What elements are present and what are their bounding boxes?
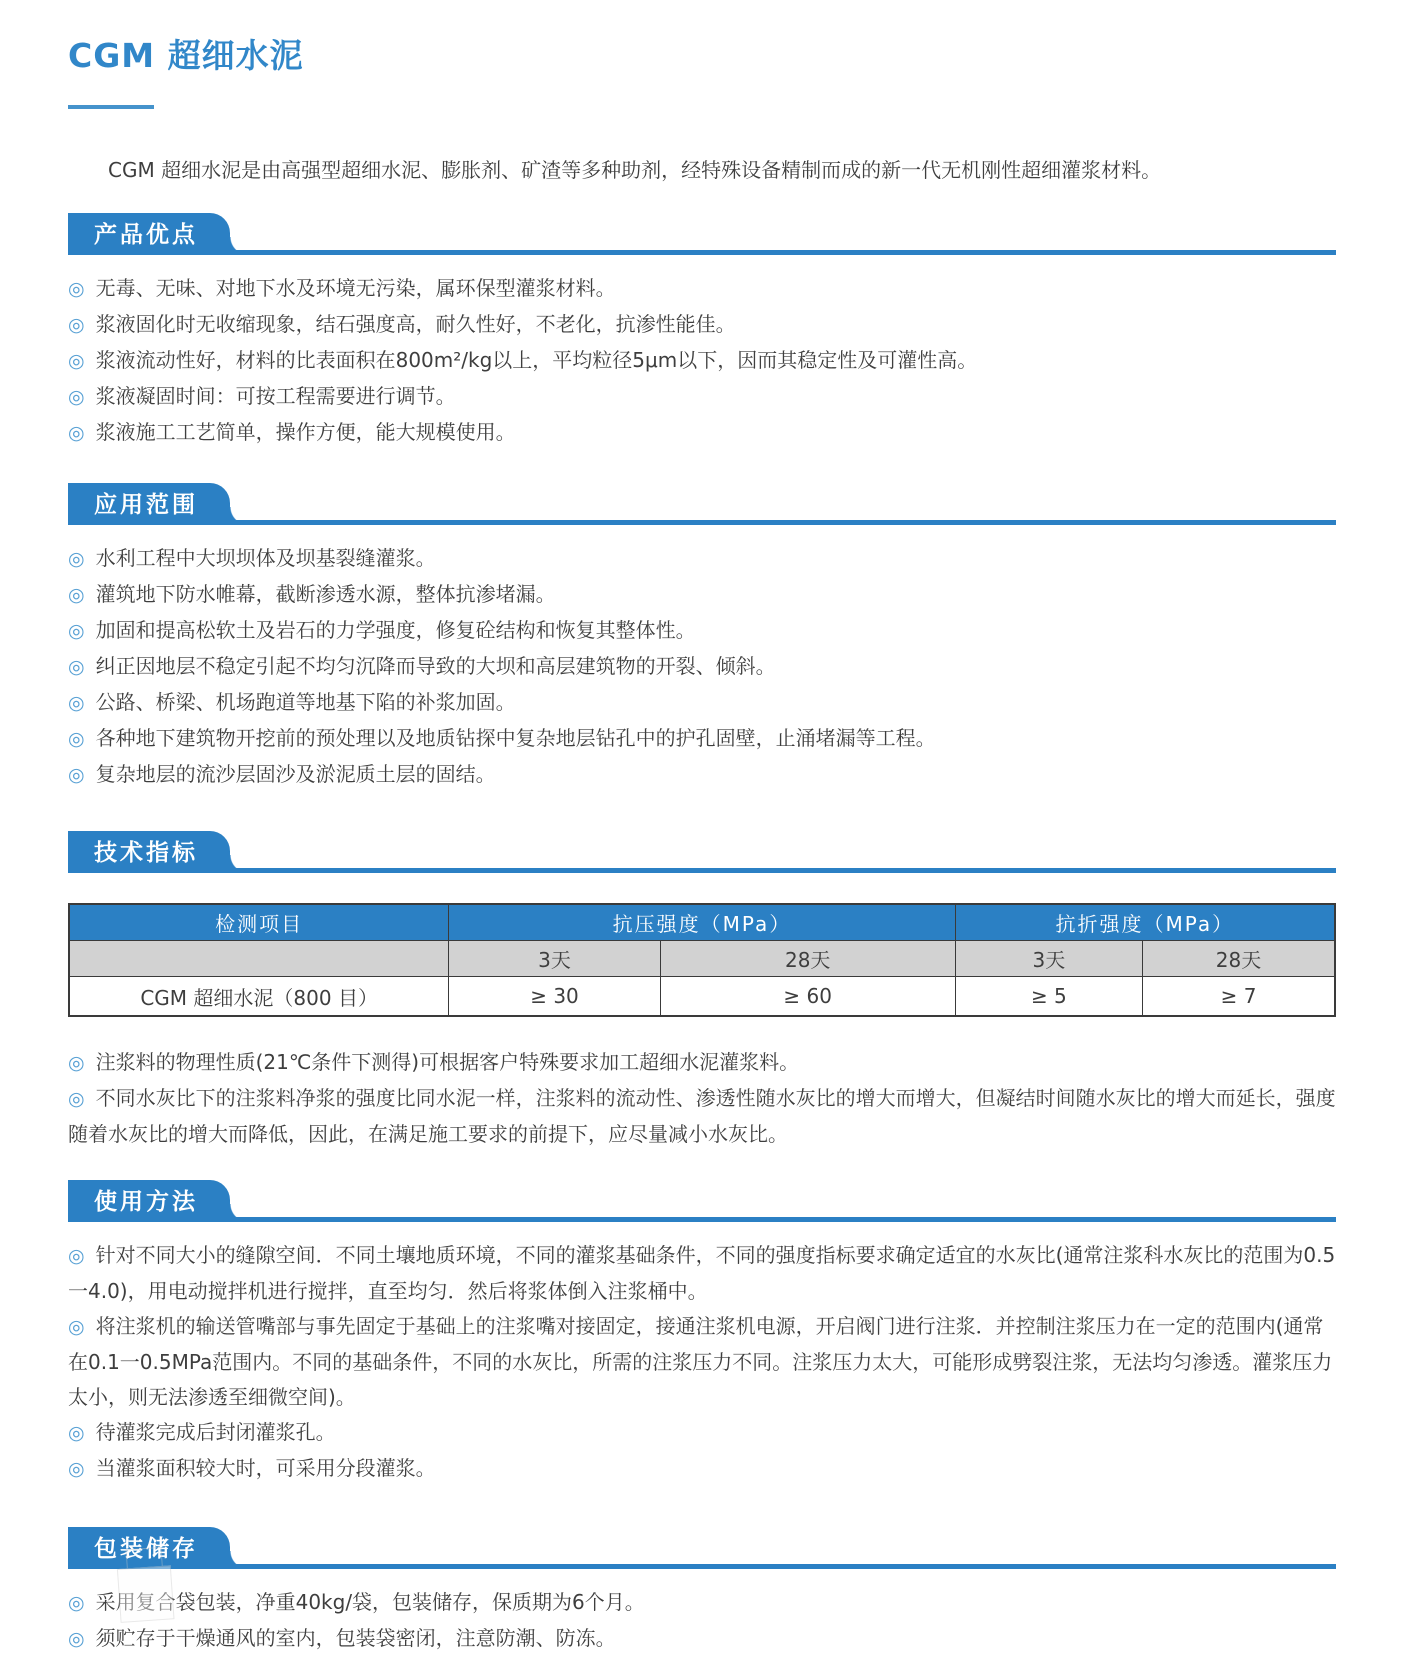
section-header-packaging [68, 1527, 1336, 1569]
section-tab-usage [68, 1180, 230, 1222]
table-value-cell: ≥ 5 [955, 977, 1142, 1017]
table-subheader-cell: 3天 [449, 941, 660, 977]
section-heading: 包装储存 [94, 1535, 198, 1562]
section-rule [68, 1217, 1336, 1222]
bullet-icon: ◎ [68, 1422, 85, 1444]
bullet-icon: ◎ [68, 548, 85, 570]
list-item-text: 注浆料的物理性质(21℃条件下测得)可根据客户特殊要求加工超细水泥灌浆料。 [95, 1050, 800, 1074]
intro-paragraph: CGM 超细水泥是由高强型超细水泥、膨胀剂、矿渣等多种助剂，经特殊设备精制而成的新一代无机刚性超细灌浆材料。 [108, 158, 1162, 182]
table-product-name-cell: CGM 超细水泥（800 目） [69, 977, 449, 1017]
list-item-text: 将注浆机的输送管嘴部与事先固定于基础上的注浆嘴对接固定，接通注浆机电源，开启阀门进行注浆．并控制注浆压力在一定的范围内(通常在0.1一0.5MPa范围内。不同的基础条件，不同的水灰比，所需的注浆压力不同。注浆压力太大，可能形成劈裂注浆，无法均匀渗透。灌浆压力太小，则无法渗透至细微空间)。 [68, 1314, 1333, 1409]
section-tab-specs [68, 831, 230, 873]
table-subheader-cell: 3天 [955, 941, 1142, 977]
title-underline [68, 105, 154, 109]
bullet-icon: ◎ [68, 656, 85, 678]
bag-watermark-body [117, 1565, 175, 1623]
table-value-cell: ≥ 60 [660, 977, 955, 1017]
list-item [68, 1451, 1336, 1487]
list-item [68, 379, 1336, 415]
list-item-text: 针对不同大小的缝隙空间．不同土壤地质环境，不同的灌浆基础条件，不同的强度指标要求确定适宜的水灰比(通常注浆科水灰比的范围为0.5一4.0)，用电动搅拌机进行搅拌，直至均匀．然后将浆体倒入注浆桶中。 [68, 1243, 1336, 1303]
list-item [68, 685, 1336, 721]
bullet-icon: ◎ [68, 314, 85, 336]
table-data-row [69, 977, 1335, 1017]
list-item-text: 浆液凝固时间：可按工程需要进行调节。 [95, 384, 456, 408]
table-header-compressive: 抗压强度（MPa） [449, 904, 955, 941]
section-tab-applications [68, 483, 230, 525]
list-item-text: 复杂地层的流沙层固沙及淤泥质土层的固结。 [95, 762, 496, 786]
usage-list [68, 1238, 1336, 1487]
bullet-icon: ◎ [68, 764, 85, 786]
list-item [68, 577, 1336, 613]
bullet-icon: ◎ [68, 1592, 85, 1614]
bullet-icon: ◎ [68, 1245, 85, 1267]
table-subheader-cell: 28天 [660, 941, 955, 977]
section-header-specs [68, 831, 1336, 873]
bag-watermark-image [116, 1546, 179, 1622]
table-subheader-cell: 28天 [1143, 941, 1335, 977]
list-item-text: 须贮存于干燥通风的室内，包装袋密闭，注意防潮、防冻。 [95, 1626, 616, 1650]
list-item [68, 307, 1336, 343]
bullet-icon: ◎ [68, 1316, 85, 1338]
section-heading: 技术指标 [94, 839, 198, 866]
list-item [68, 757, 1336, 793]
advantages-list [68, 271, 1336, 451]
list-item [68, 1585, 1336, 1621]
list-item-text: 灌筑地下防水帷幕，截断渗透水源，整体抗渗堵漏。 [95, 582, 556, 606]
list-item [68, 1309, 1336, 1415]
section-header-usage [68, 1180, 1336, 1222]
table-header-flexural: 抗折强度（MPa） [955, 904, 1335, 941]
list-item [68, 649, 1336, 685]
table-header-row [69, 904, 1335, 941]
list-item-text: 浆液施工工艺简单，操作方便，能大规模使用。 [95, 420, 516, 444]
section-rule [68, 868, 1336, 873]
list-item-text: 当灌浆面积较大时，可采用分段灌浆。 [95, 1456, 436, 1480]
section-tab-advantages [68, 213, 230, 255]
section-header-advantages [68, 213, 1336, 255]
list-item-text: 公路、桥梁、机场跑道等地基下陷的补浆加固。 [95, 690, 516, 714]
table-header-test-item: 检测项目 [69, 904, 449, 941]
list-item-text: 水利工程中大坝坝体及坝基裂缝灌浆。 [95, 546, 436, 570]
table-value-cell: ≥ 7 [1143, 977, 1335, 1017]
list-item [68, 271, 1336, 307]
list-item-text: 采用复合袋包装，净重40kg/袋，包装储存，保质期为6个月。 [95, 1590, 645, 1614]
list-item-text: 纠正因地层不稳定引起不均匀沉降而导致的大坝和高层建筑物的开裂、倾斜。 [95, 654, 776, 678]
bullet-icon: ◎ [68, 1628, 85, 1650]
table-value-cell: ≥ 30 [449, 977, 660, 1017]
list-item [68, 1238, 1336, 1309]
list-item-text: 加固和提高松软土及岩石的力学强度，修复砼结构和恢复其整体性。 [95, 618, 696, 642]
specs-notes-list [68, 1045, 1336, 1152]
bullet-icon: ◎ [68, 386, 85, 408]
table-subheader-row [69, 941, 1335, 977]
packaging-list [68, 1585, 1336, 1657]
list-item [68, 343, 1336, 379]
bullet-icon: ◎ [68, 1088, 85, 1110]
list-item [68, 613, 1336, 649]
bullet-icon: ◎ [68, 584, 85, 606]
section-rule [68, 520, 1336, 525]
list-item [68, 541, 1336, 577]
list-item-text: 不同水灰比下的注浆料净浆的强度比同水泥一样，注浆料的流动性、渗透性随水灰比的增大而增大，但凝结时间随水灰比的增大而延长，强度随着水灰比的增大而降低，因此，在满足施工要求的前提下，应尽量减小水灰比。 [68, 1086, 1336, 1146]
section-heading: 使用方法 [94, 1188, 198, 1215]
section-rule [68, 1564, 1336, 1569]
bullet-icon: ◎ [68, 1458, 85, 1480]
section-heading: 应用范围 [94, 491, 198, 518]
section-heading: 产品优点 [94, 221, 198, 248]
list-item-text: 各种地下建筑物开挖前的预处理以及地质钻探中复杂地层钻孔中的护孔固壁，止涌堵漏等工程。 [95, 726, 936, 750]
table-subheader-empty-cell [69, 941, 449, 977]
list-item-text: 浆液固化时无收缩现象，结石强度高，耐久性好，不老化，抗渗性能佳。 [95, 312, 736, 336]
list-item-text: 无毒、无味、对地下水及环境无污染，属环保型灌浆材料。 [95, 276, 616, 300]
bullet-icon: ◎ [68, 728, 85, 750]
applications-list [68, 541, 1336, 793]
list-item-text: 浆液流动性好，材料的比表面积在800m²/kg以上，平均粒径5μm以下，因而其稳定性及可灌性高。 [95, 348, 978, 372]
bullet-icon: ◎ [68, 620, 85, 642]
bullet-icon: ◎ [68, 350, 85, 372]
bullet-icon: ◎ [68, 692, 85, 714]
list-item [68, 721, 1336, 757]
bullet-icon: ◎ [68, 1052, 85, 1074]
list-item [68, 1045, 1336, 1081]
page-title: CGM 超细水泥 [68, 36, 304, 75]
section-header-applications [68, 483, 1336, 525]
list-item-text: 待灌浆完成后封闭灌浆孔。 [95, 1420, 336, 1444]
section-rule [68, 250, 1336, 255]
bullet-icon: ◎ [68, 278, 85, 300]
spec-table [68, 903, 1336, 1017]
bag-watermark-top [126, 1547, 163, 1568]
list-item [68, 1081, 1336, 1152]
list-item [68, 1621, 1336, 1657]
bullet-icon: ◎ [68, 422, 85, 444]
list-item [68, 1415, 1336, 1451]
list-item [68, 415, 1336, 451]
